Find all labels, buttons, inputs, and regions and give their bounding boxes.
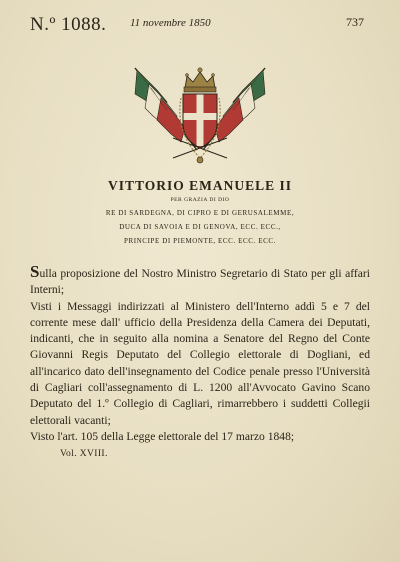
title-line-1: RE DI SARDEGNA, DI CIPRO E DI GERUSALEMME, [105, 209, 295, 217]
title-line-3: PRINCIPE DI PIEMONTE, ECC. ECC. ECC. [123, 237, 277, 245]
volume-label: Vol. XVIII. [60, 449, 108, 460]
document-date: 11 novembre 1850 [130, 17, 211, 29]
crown-icon [184, 68, 216, 92]
paragraph-proposal-text: ulla proposizione del Nostro Ministro Segretario di Stato per gli affari Interni; [30, 267, 370, 297]
shield-icon [183, 94, 217, 148]
savoy-coat-of-arms-icon [125, 54, 275, 166]
document-header [30, 14, 370, 44]
page-number: 737 [346, 15, 364, 29]
title-line-2: DUCA DI SAVOIA E DI GENOVA, ECC. ECC., [119, 223, 281, 231]
king-name: VITTORIO EMANUELE II [107, 178, 293, 193]
paragraph-law-article: Visto l'art. 105 della Legge elettorale del 17 marzo 1848; [30, 429, 295, 443]
document-number: N.º 1088. [30, 14, 107, 35]
paragraph-messages: Visti i Messaggi indirizzati al Ministero dell'Interno addì 5 e 7 del corrente mese dall' ufficio della Presidenza della Camera dei Deputati, indicanti, che in seguito alla nomina a Senatore del Regno del Conte Giovanni Regis Deputato del Collegio elettorale di Dogliani, ed all'incarico dato dell'insegnamento del Codice penale presso l'Università di Cagliari coll'assegnamento di L. 1200 all'Avvocato Gavino Scano Deputato del 1.º Collegio di Cagliari, rimarrebbero i suddetti Collegii elettorali vacanti; [30, 299, 370, 427]
paragraph-proposal [30, 262, 370, 299]
drop-cap: S [30, 262, 40, 281]
grace-line: PER GRAZIA DI DIO [170, 197, 230, 203]
decree-body [30, 262, 370, 445]
